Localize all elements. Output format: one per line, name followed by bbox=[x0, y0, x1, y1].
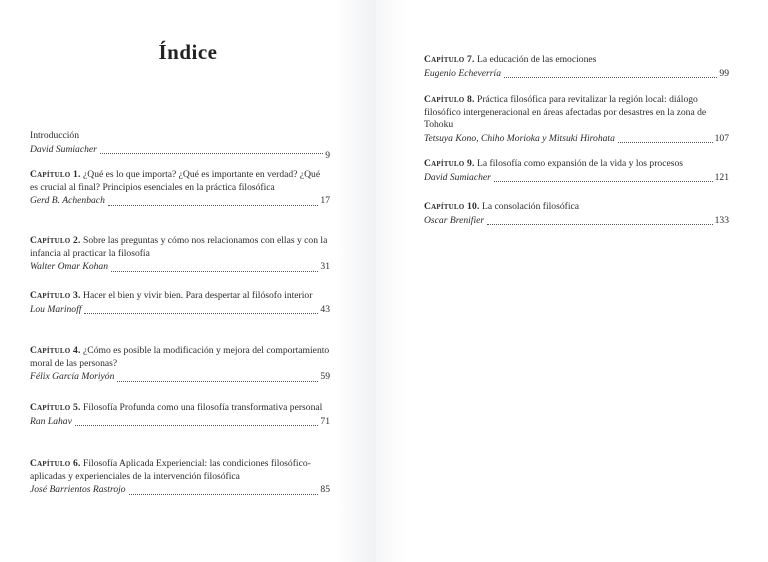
chapter-label: Capítulo 1. bbox=[30, 169, 81, 180]
entry-page-number: 9 bbox=[325, 149, 330, 161]
entry-author: Walter Omar Kohan bbox=[30, 261, 109, 272]
entry-author: José Barrientos Rastrojo bbox=[30, 484, 126, 495]
toc-entry-chapter-8 bbox=[424, 94, 729, 145]
chapter-label: Capítulo 2. bbox=[30, 235, 81, 246]
dot-leader bbox=[487, 223, 712, 225]
toc-entry-chapter-10 bbox=[424, 201, 729, 227]
entry-heading: La educación de las emociones bbox=[477, 54, 597, 65]
entry-page-number: 107 bbox=[714, 132, 729, 144]
right-page bbox=[376, 0, 768, 562]
entry-heading: Filosofía Aplicada Experiencial: las condiciones filosófico-aplicadas y experienciales de la intervención filosófica bbox=[30, 458, 311, 482]
entry-heading: Introducción bbox=[30, 130, 80, 141]
entry-author: Gerd B. Achenbach bbox=[30, 195, 105, 206]
entry-heading: Sobre las preguntas y cómo nos relacionamos con ellas y con la infancia al practicar la filosofía bbox=[30, 235, 328, 259]
entry-heading: La consolación filosófica bbox=[482, 201, 579, 212]
toc-entry-chapter-7 bbox=[424, 54, 729, 80]
entry-heading: ¿Qué es lo que importa? ¿Qué es importante en verdad? ¿Qué es crucial al final? Principios esenciales en la práctica filosófica bbox=[30, 169, 321, 193]
dot-leader bbox=[75, 424, 319, 426]
toc-entry-chapter-9 bbox=[424, 158, 729, 184]
entry-author: Tetsuya Kono, Chiho Morioka y Mitsuki Hirohata bbox=[424, 132, 615, 144]
chapter-label: Capítulo 4. bbox=[30, 345, 81, 356]
chapter-label: Capítulo 3. bbox=[30, 290, 81, 301]
entry-page-number: 85 bbox=[320, 484, 330, 495]
entry-heading: Práctica filosófica para revitalizar la región local: diálogo filosófico intergeneracional en áreas afectadas por desastres en la zona de Tohoku bbox=[424, 94, 707, 130]
entry-page-number: 43 bbox=[320, 303, 330, 315]
chapter-label: Capítulo 7. bbox=[424, 54, 475, 65]
dot-leader bbox=[117, 380, 318, 382]
entry-page-number: 121 bbox=[714, 171, 729, 183]
entry-author: Lou Marinoff bbox=[30, 303, 82, 315]
dot-leader bbox=[618, 141, 713, 143]
toc-entry-chapter-3 bbox=[30, 290, 330, 316]
chapter-label: Capítulo 8. bbox=[424, 94, 475, 105]
toc-entry-chapter-5 bbox=[30, 402, 330, 428]
entry-author: Eugenio Echeverría bbox=[424, 67, 501, 79]
toc-entry-chapter-2 bbox=[30, 235, 330, 274]
dot-leader bbox=[100, 152, 323, 154]
entry-author: Félix García Moriyón bbox=[30, 371, 115, 382]
dot-leader bbox=[108, 204, 319, 206]
entry-page-number: 59 bbox=[320, 371, 330, 382]
dot-leader bbox=[111, 270, 318, 272]
toc-entry-chapter-6 bbox=[30, 458, 330, 497]
dot-leader bbox=[504, 76, 717, 78]
entry-page-number: 99 bbox=[719, 67, 729, 79]
page-gutter-shadow bbox=[336, 0, 376, 562]
entry-page-number: 17 bbox=[320, 195, 330, 206]
dot-leader bbox=[129, 493, 319, 495]
chapter-label: Capítulo 6. bbox=[30, 458, 81, 469]
entry-author: David Sumiacher bbox=[424, 171, 491, 183]
page-title: Índice bbox=[158, 40, 218, 64]
entry-page-number: 31 bbox=[320, 261, 330, 272]
toc-entry-intro bbox=[30, 130, 330, 161]
entry-heading: ¿Cómo es posible la modificación y mejora del comportamiento moral de las personas? bbox=[30, 345, 330, 369]
page-gutter-shadow bbox=[376, 0, 406, 562]
entry-heading: La filosofía como expansión de la vida y los procesos bbox=[477, 158, 683, 169]
entry-heading: Filosofía Profunda como una filosofía transformativa personal bbox=[83, 402, 323, 413]
entry-author: David Sumiacher bbox=[30, 143, 97, 155]
chapter-label: Capítulo 5. bbox=[30, 402, 81, 413]
chapter-label: Capítulo 10. bbox=[424, 201, 480, 212]
dot-leader bbox=[84, 312, 318, 314]
toc-entry-chapter-4 bbox=[30, 345, 330, 384]
entry-page-number: 133 bbox=[714, 214, 729, 226]
entry-author: Ran Lahav bbox=[30, 415, 72, 427]
entry-heading: Hacer el bien y vivir bien. Para despertar al filósofo interior bbox=[83, 290, 313, 301]
left-page bbox=[0, 0, 376, 562]
chapter-label: Capítulo 9. bbox=[424, 158, 475, 169]
entry-author: Oscar Brenifier bbox=[424, 214, 485, 226]
toc-entry-chapter-1 bbox=[30, 169, 330, 208]
dot-leader bbox=[494, 180, 713, 182]
entry-page-number: 71 bbox=[320, 415, 330, 427]
